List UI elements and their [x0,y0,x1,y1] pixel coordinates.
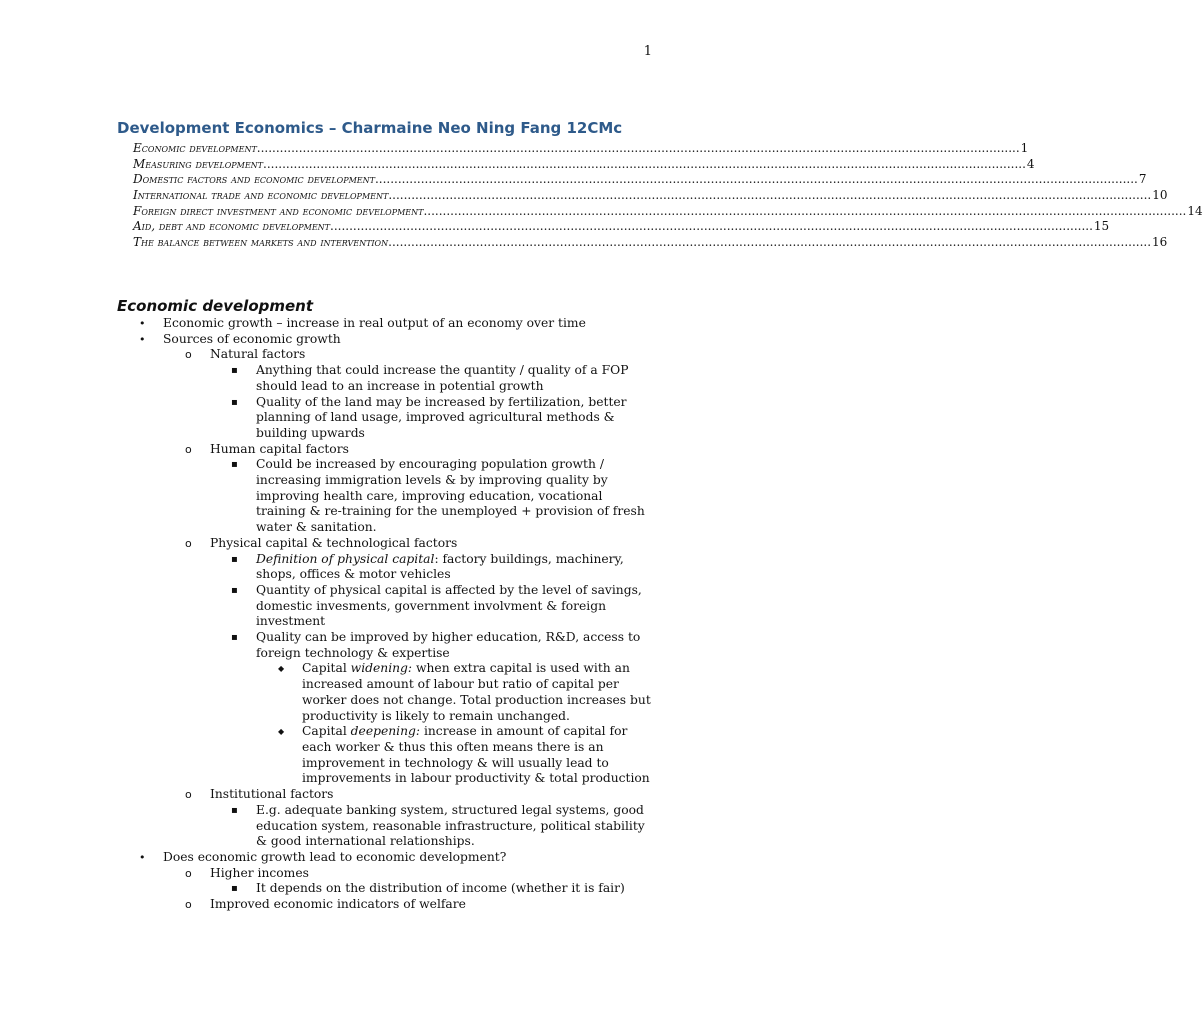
toc-entry-page: 1 [1020,141,1029,155]
sub-list [256,661,652,787]
bullet-text: Economic growth – increase in real output of an economy over time [163,316,586,330]
toc-leader-dots: ........................................................................................................................................................................................................ [256,141,1020,155]
toc-leader-dots: ........................................................................................................................................................................................................ [263,156,1026,171]
sub-list [163,347,663,850]
section-heading: Economic development [117,297,314,315]
sub-heading: Improved economic indicators of welfare [210,897,466,912]
list-item [0,395,652,442]
toc-leader-dots: ........................................................................................................................................................................................................ [374,172,1138,187]
toc-leader-dots: ........................................................................................................................................................................................................ [388,235,1152,250]
list-item [0,316,663,332]
toc-entry[interactable] [133,156,1035,173]
list-item [0,536,650,787]
point-text: Capital [302,661,351,676]
list-item [0,881,652,897]
sub-list [210,803,650,850]
point-text: Anything that could increase the quantity / quality of a FOP should lead to an increase in potential growth [256,363,629,393]
sub-heading: Human capital factors [210,441,349,456]
toc-entry-label[interactable]: Economic development [133,141,257,155]
point-text: Quality can be improved by higher education, R&D, access to foreign technology & expertise [256,630,641,660]
point-text: Could be increased by encouraging population growth / increasing immigration levels & by improving quality by improving health care, improving education, vocational training & re-training for the unemployed + provision of fresh water & sanitation. [256,457,645,535]
sub-heading: Institutional factors [210,787,334,802]
toc-entry[interactable] [133,203,1203,220]
toc-entry[interactable] [133,172,1147,188]
point-text: It depends on the distribution of income (whether it is fair) [256,881,625,896]
list-item [0,661,652,724]
bullet-text: Sources of economic growth [163,331,341,346]
sub-list [210,552,650,788]
list-item [0,332,663,850]
toc-entry[interactable] [133,219,1110,235]
toc-entry-label[interactable]: Aid, debt and economic development [133,219,331,234]
list-item [0,552,652,583]
bullet-text: Does economic growth lead to economic development? [163,849,507,864]
toc-entry-label[interactable]: Domestic factors and economic development [133,172,375,187]
toc-entry-page: 10 [1152,188,1168,203]
point-text: Quality of the land may be increased by fertilization, better planning of land usage, improved agricultural methods & building upwards [256,394,627,440]
sub-list [210,881,650,897]
section-body [0,316,768,913]
point-text: increase in amount of capital for each worker & thus this often means there is an improvement in technology & will usually lead to improvements in labour productivity & total production [302,724,650,786]
toc-entry-page: 15 [1093,219,1110,234]
toc-leader-dots: ........................................................................................................................................................................................................ [330,219,1093,234]
list-item [0,803,652,850]
toc-entry-label[interactable]: International trade and economic development [133,188,389,203]
toc-entry-label[interactable]: The balance between markets and intervention [133,235,389,250]
sub-list [210,363,650,442]
list-item [0,457,652,536]
toc-entry-page: 14 [1187,203,1203,218]
list-item [0,442,650,536]
definition-term: widening: [350,661,413,676]
toc-leader-dots: ........................................................................................................................................................................................................ [388,188,1152,203]
sub-heading: Natural factors [210,347,306,362]
point-text: Capital [302,724,351,739]
bullet-list [0,316,768,913]
list-item [0,897,650,913]
list-item [0,363,652,394]
sub-list [210,457,650,536]
toc-entry[interactable] [133,235,1168,251]
list-item [0,583,652,630]
point-text: Quantity of physical capital is affected by the level of savings, domestic invesments, government involvment & foreign investment [256,582,642,629]
toc-leader-dots: ........................................................................................................................................................................................................ [423,203,1187,218]
list-item [0,850,663,913]
document-title: Development Economics – Charmaine Neo Ning Fang 12CMc [117,119,623,137]
point-text: when extra capital is used with an increased amount of labour but ratio of capital per worker does not change. Total production increases but productivity is likely to remain unchanged. [302,661,651,723]
definition-term: Definition of physical capital [256,551,435,566]
sub-list [163,866,663,913]
list-item [0,347,650,441]
sub-heading: Higher incomes [210,865,309,880]
sub-heading: Physical capital & technological factors [210,535,458,550]
list-item [0,630,652,787]
point-text: E.g. adequate banking system, structured legal systems, good education system, reasonable infrastructure, political stability & good international relationships. [256,802,645,849]
toc-entry-page: 7 [1138,172,1147,187]
toc-entry[interactable] [133,141,1029,157]
table-of-contents [133,141,1203,251]
list-item [0,724,652,787]
list-item [0,866,650,897]
toc-entry-label[interactable]: Measuring development [133,156,264,171]
toc-entry-page: 16 [1152,235,1168,250]
toc-entry-label[interactable]: Foreign direct investment and economic development [133,203,424,218]
list-item [0,787,650,850]
definition-term: deepening: [350,724,421,739]
toc-entry-page: 4 [1026,156,1035,171]
page-number: 1 [643,44,652,59]
toc-entry[interactable] [133,188,1168,204]
point-text: : factory buildings, machinery, shops, offices & motor vehicles [256,551,624,582]
